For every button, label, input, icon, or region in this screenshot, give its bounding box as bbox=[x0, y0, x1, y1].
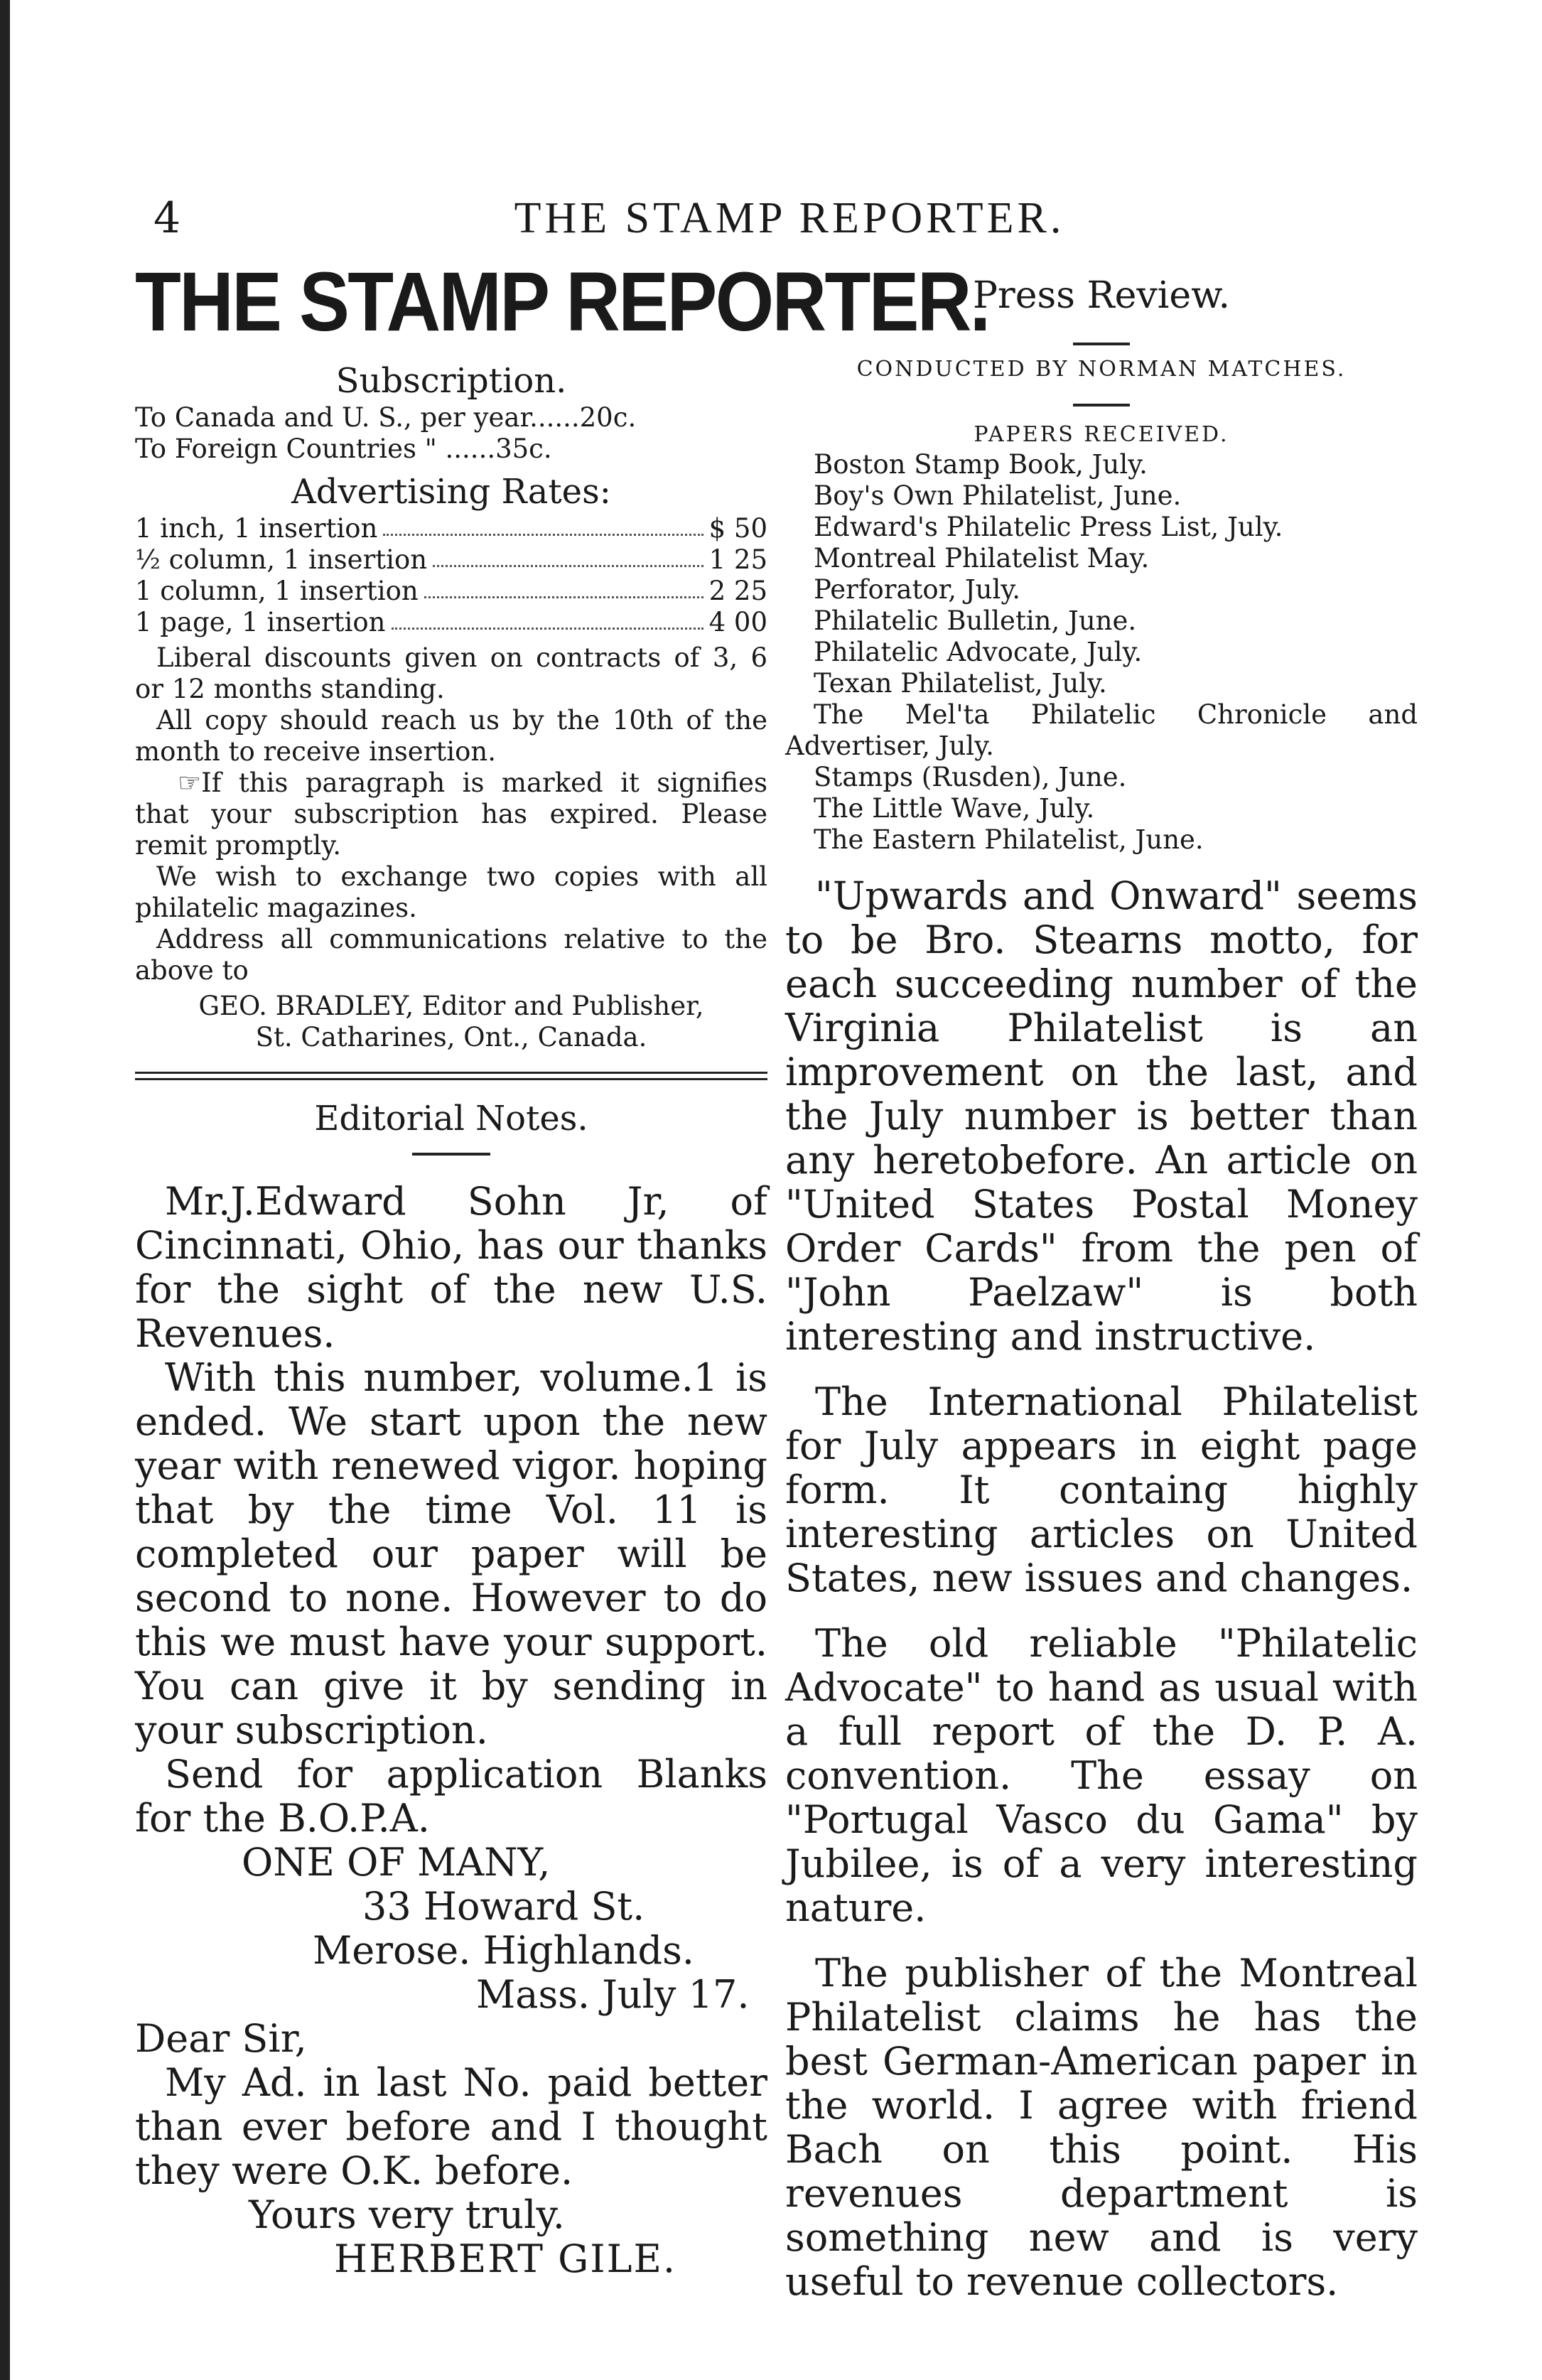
notice-discounts: Liberal discounts given on contracts of 3, 6 or 12 months standing. bbox=[135, 642, 767, 704]
section-divider bbox=[135, 1072, 767, 1080]
list-item: Philatelic Advocate, July. bbox=[814, 637, 1143, 667]
list-item: Stamps (Rusden), June. bbox=[814, 762, 1127, 792]
running-head bbox=[153, 193, 1425, 250]
list-item: Montreal Philatelist May. bbox=[814, 543, 1150, 574]
list-item: The Mel'ta Philatelic Chronicle and Advertiser, July. bbox=[785, 699, 1418, 761]
rate-label: 1 column, 1 insertion bbox=[135, 576, 419, 606]
list-item: Edward's Philatelic Press List, July. bbox=[814, 512, 1283, 542]
rate-row bbox=[135, 513, 767, 544]
review-paragraph: The publisher of the Montreal Philatelist claims he has the best German-American paper in the world. I agree with friend Bach on this point. His revenues department is something new and is very useful to revenue collectors. bbox=[785, 1951, 1418, 2304]
notice-copy-deadline: All copy should reach us by the 10th of the month to receive insertion. bbox=[135, 705, 767, 767]
letter-date: Mass. July 17. bbox=[476, 1972, 750, 2017]
list-item: Boston Stamp Book, July. bbox=[814, 449, 1148, 480]
rate-price: 1 25 bbox=[708, 544, 767, 575]
letter-address: Merose. Highlands. bbox=[313, 1928, 694, 1973]
rate-label: 1 page, 1 insertion bbox=[135, 607, 386, 637]
running-title: THE STAMP REPORTER. bbox=[514, 194, 1065, 242]
rate-price: 4 00 bbox=[708, 607, 767, 637]
list-item: Philatelic Bulletin, June. bbox=[814, 605, 1137, 636]
conducted-by: CONDUCTED BY NORMAN MATCHES. bbox=[856, 357, 1347, 382]
subscription-heading: Subscription. bbox=[335, 361, 567, 401]
letter-signoff-name: ONE OF MANY, bbox=[242, 1840, 551, 1885]
letter-paragraph: My Ad. in last No. paid better than ever before and I thought they were O.K. before. bbox=[135, 2060, 767, 2193]
advertising-heading: Advertising Rates: bbox=[291, 472, 611, 512]
right-column bbox=[785, 256, 1418, 2304]
pointing-hand-icon: ☞ bbox=[178, 768, 202, 798]
leader-dots bbox=[392, 607, 703, 630]
paragraph-gap bbox=[785, 1359, 1418, 1380]
letter-salutation: Dear Sir, bbox=[135, 2016, 307, 2061]
rate-row bbox=[135, 607, 767, 638]
subscription-line: To Foreign Countries " ......35c. bbox=[135, 434, 552, 464]
notice-expired bbox=[135, 768, 767, 861]
list-item: Texan Philatelist, July. bbox=[814, 668, 1107, 699]
letter-body bbox=[135, 2061, 767, 2193]
review-paragraph: The International Philatelist for July appears in eight page form. It containg highly interesting articles on United States, new issues and changes. bbox=[785, 1379, 1418, 1600]
letter-closing: Yours very truly. bbox=[249, 2192, 565, 2237]
letter-address: 33 Howard St. bbox=[362, 1884, 645, 1929]
review-paragraph: The old reliable "Philatelic Advocate" to hand as usual with a full report of the D. P. A. convention. The essay on "Portugal Vasco du Gama" by Jubilee, is of a very interesting nature. bbox=[785, 1621, 1418, 1930]
list-item: The Little Wave, July. bbox=[814, 793, 1095, 824]
publisher-line: GEO. BRADLEY, Editor and Publisher, bbox=[198, 991, 704, 1021]
editorial-body bbox=[135, 1180, 767, 1841]
rate-row bbox=[135, 576, 767, 607]
notice-expired-text: If this paragraph is marked it signifies that your subscription has expired. Please remit promptly. bbox=[135, 768, 767, 861]
leader-dots bbox=[383, 513, 703, 536]
editorial-paragraph: Mr.J.Edward Sohn Jr, of Cincinnati, Ohio, has our thanks for the sight of the new U.S. Revenues. bbox=[135, 1179, 767, 1356]
review-paragraph: "Upwards and Onward" seems to be Bro. Stearns motto, for each succeeding number of the Virginia Philatelist is an improvement on the last, and the July number is better than any heretobefore. An article on "United States Postal Money Order Cards" from the pen of "John Paelzaw" is both interesting and instructive. bbox=[785, 873, 1418, 1359]
leader-dots bbox=[424, 576, 703, 598]
subscription-line: To Canada and U. S., per year......20c. bbox=[135, 402, 637, 433]
papers-list bbox=[785, 449, 1418, 856]
rate-price: 2 25 bbox=[708, 576, 767, 606]
list-item: Perforator, July. bbox=[814, 574, 1021, 605]
list-item: Boy's Own Philatelist, June. bbox=[814, 480, 1182, 511]
rate-row bbox=[135, 544, 767, 576]
heading-rule bbox=[412, 1153, 490, 1156]
notice-address: Address all communications relative to the above to bbox=[135, 924, 767, 986]
rate-price: $ 50 bbox=[708, 513, 767, 544]
papers-received-heading: PAPERS RECEIVED. bbox=[974, 422, 1229, 447]
heading-rule bbox=[1073, 343, 1130, 345]
leader-dots bbox=[433, 544, 703, 567]
editorial-paragraph: Send for application Blanks for the B.O.P.A. bbox=[135, 1752, 767, 1841]
masthead: THE STAMP REPORTER. bbox=[135, 255, 989, 349]
heading-rule bbox=[1073, 404, 1130, 406]
editorial-paragraph: With this number, volume.1 is ended. We start upon the new year with renewed vigor. hoping that by the time Vol. 11 is completed our paper will be second to none. However to do this we must have your support. You can give it by sending in your subscription. bbox=[135, 1355, 767, 1752]
rate-label: 1 inch, 1 insertion bbox=[135, 513, 378, 544]
page-number: 4 bbox=[153, 193, 181, 243]
rate-label: ½ column, 1 insertion bbox=[135, 544, 428, 575]
page-edge bbox=[0, 0, 10, 2380]
publisher-location: St. Catharines, Ont., Canada. bbox=[255, 1022, 647, 1052]
paragraph-gap bbox=[785, 1930, 1418, 1951]
paragraph-gap bbox=[785, 1600, 1418, 1622]
notice-exchange: We wish to exchange two copies with all philatelic magazines. bbox=[135, 861, 767, 923]
list-item: The Eastern Philatelist, June. bbox=[814, 824, 1204, 855]
editorial-heading: Editorial Notes. bbox=[314, 1099, 588, 1138]
press-review-heading: Press Review. bbox=[972, 274, 1231, 317]
press-review-body bbox=[785, 874, 1418, 2304]
letter-signature: HERBERT GILE. bbox=[334, 2236, 677, 2281]
